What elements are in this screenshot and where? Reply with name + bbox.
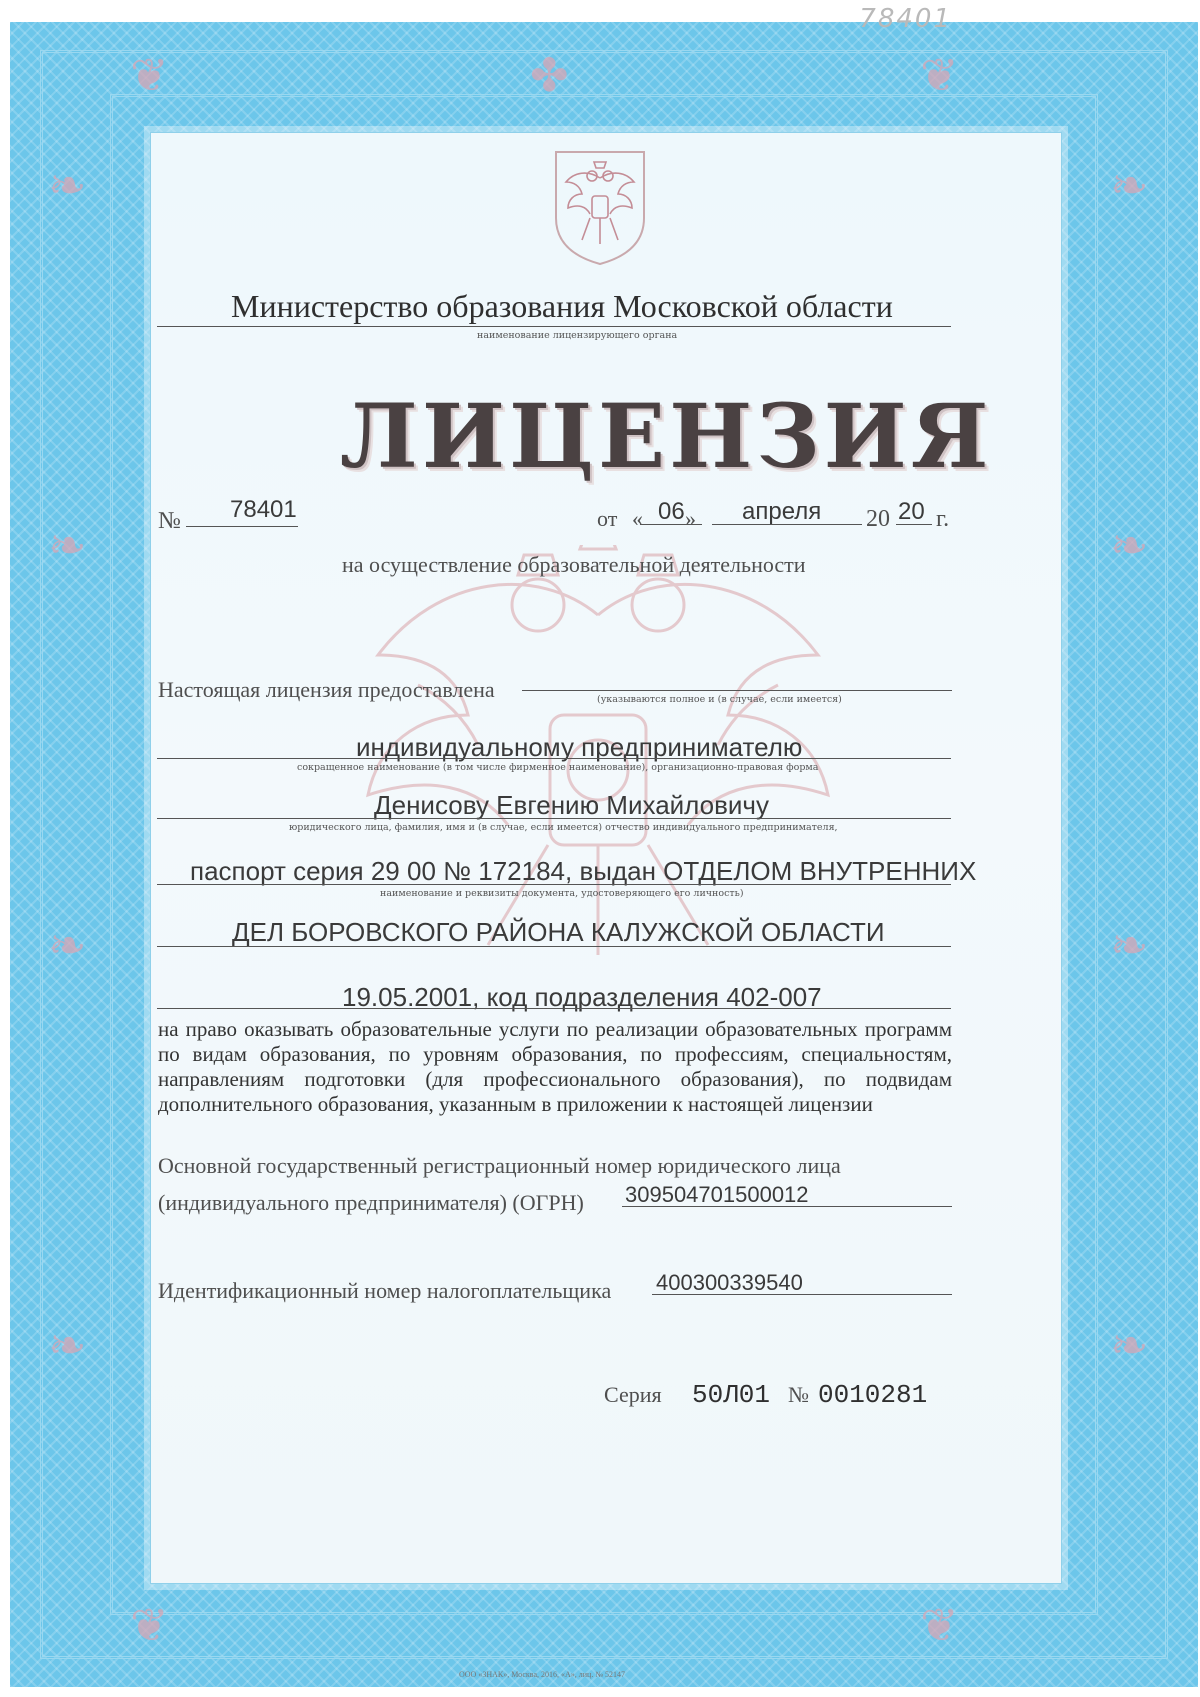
inn-underline: [652, 1294, 952, 1295]
printer-footer: ООО «ЗНАК», Москва, 2016, «А», лиц. № 52147: [459, 1670, 625, 1679]
series-number: 0010281: [818, 1380, 928, 1410]
license-rights-text: на право оказывать образовательные услуги по реализации образовательных программ по видам образования, по уровням образования, по профессиям, специальностям, направлениям подготовки (для профессионального образования), по подвидам дополнительного образования, указанным в приложении к настоящей лицензии: [158, 1017, 952, 1116]
granted-hint-3: юридического лица, фамилия, имя и (в случае, если имеется) отчество индивидуального предпринимателя,: [289, 822, 838, 833]
ornament-icon: ✤: [530, 48, 569, 102]
passport-line-1: паспорт серия 29 00 № 172184, выдан ОТДЕЛОМ ВНУТРЕННИХ: [190, 856, 977, 886]
inn-label: Идентификационный номер налогоплательщика: [158, 1278, 612, 1303]
ornament-icon: ❧: [48, 518, 87, 572]
ornament-icon: ❦: [130, 1598, 169, 1652]
holder-type-underline: [157, 758, 951, 759]
ogrn-value: 309504701500012: [625, 1182, 809, 1207]
granted-hint-4: наименование и реквизиты документа, удостоверяющего его личность): [380, 888, 744, 899]
passport-line-3-underline: [157, 1008, 951, 1009]
document-title: ЛИЦЕНЗИЯ: [340, 384, 993, 488]
ornament-icon: ❧: [1110, 158, 1149, 212]
holder-name: Денисову Евгению Михайловичу: [374, 790, 769, 820]
coat-of-arms-icon: [552, 148, 648, 268]
ornament-icon: ❧: [48, 158, 87, 212]
ornament-icon: ❧: [48, 1318, 87, 1372]
date-year-underline: [896, 524, 932, 525]
license-purpose: на осуществление образовательной деятельности: [342, 552, 806, 577]
granted-hint-1: (указываются полное и (в случае, если имеется): [597, 694, 842, 705]
number-underline: [186, 526, 298, 527]
date-month-underline: [712, 524, 862, 525]
series-label: Серия: [604, 1382, 662, 1407]
authority-hint: наименование лицензирующего органа: [477, 330, 678, 341]
licensing-authority: Министерство образования Московской области: [231, 288, 893, 324]
ogrn-underline: [622, 1206, 952, 1207]
series-number-label: №: [788, 1382, 809, 1407]
date-open-quote: «: [632, 506, 643, 531]
holder-type: индивидуальному предпринимателю: [356, 732, 803, 762]
granted-hint-2: сокращенное наименование (в том числе фирменное наименование), организационно-правовая форма: [297, 762, 819, 773]
ornament-icon: ❧: [1110, 918, 1149, 972]
ornament-icon: ❦: [920, 1598, 959, 1652]
date-day: 06: [658, 498, 685, 525]
passport-line-3: 19.05.2001, код подразделения 402-007: [342, 982, 822, 1012]
date-close-quote: »: [685, 506, 696, 531]
handwritten-note: 78401: [859, 4, 952, 34]
holder-name-underline: [157, 818, 951, 819]
date-from-label: от: [597, 506, 618, 531]
number-label: №: [158, 508, 181, 534]
ogrn-label-line-1: Основной государственный регистрационный номер юридического лица: [158, 1153, 841, 1178]
series-value: 50Л01: [692, 1380, 771, 1410]
ornament-icon: ❧: [1110, 518, 1149, 572]
date-month: апреля: [742, 498, 822, 525]
ornament-icon: ❧: [1110, 1318, 1149, 1372]
passport-line-2-underline: [157, 946, 951, 947]
date-year-suffix: 20: [898, 498, 925, 525]
ornament-icon: ❦: [920, 48, 959, 102]
ornament-icon: ❦: [130, 48, 169, 102]
passport-line-2: ДЕЛ БОРОВСКОГО РАЙОНА КАЛУЖСКОЙ ОБЛАСТИ: [232, 917, 885, 947]
license-number: 78401: [230, 496, 297, 523]
passport-line-1-underline: [157, 884, 951, 885]
granted-label: Настоящая лицензия предоставлена: [158, 677, 495, 702]
inn-value: 400300339540: [656, 1270, 803, 1295]
ornament-icon: ❧: [48, 918, 87, 972]
date-year-label: г.: [936, 506, 950, 532]
ogrn-label-line-2: (индивидуального предпринимателя) (ОГРН): [158, 1190, 584, 1215]
date-year-prefix: 20: [866, 506, 890, 532]
authority-underline: [157, 326, 951, 327]
date-day-underline: [640, 524, 702, 525]
granted-underline: [522, 690, 952, 691]
